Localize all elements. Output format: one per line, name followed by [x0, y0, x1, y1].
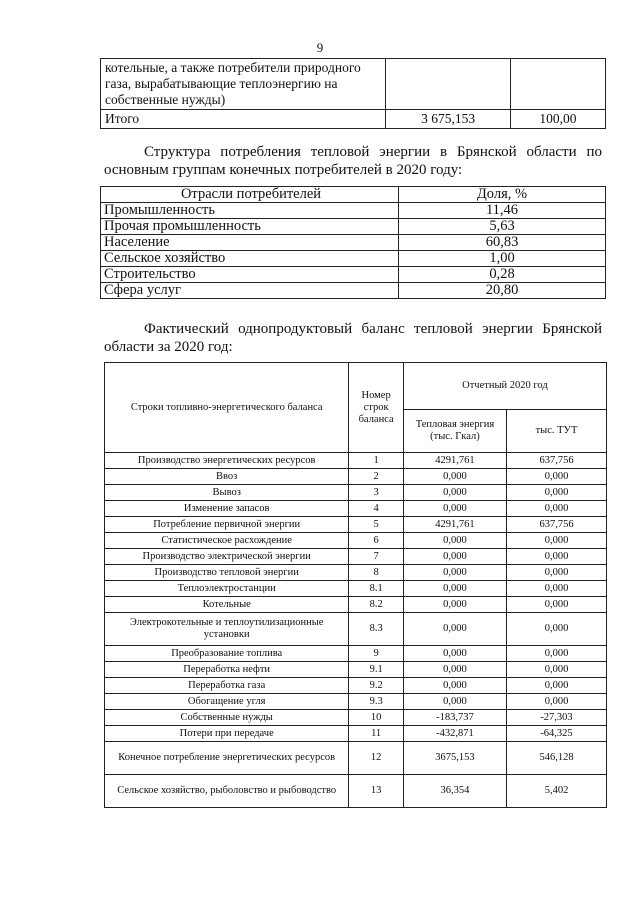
tut-value-cell: 0,000 [507, 694, 607, 710]
row-number-cell: 2 [349, 469, 404, 485]
table-row [105, 565, 607, 581]
paragraph-line: Структура потребления тепловой энергии в Брянской области по [144, 144, 602, 160]
share-cell: 1,00 [399, 251, 606, 267]
tut-value-cell: -64,325 [507, 726, 607, 742]
row-name-cell: Переработка газа [105, 678, 349, 694]
row-number-cell: 9.2 [349, 678, 404, 694]
table-row [105, 775, 607, 808]
share-cell: 11,46 [399, 203, 606, 219]
branch-cell: Сфера услуг [101, 283, 399, 299]
tut-value-cell: 0,000 [507, 613, 607, 646]
table-header-row [101, 187, 606, 203]
branch-cell: Население [101, 235, 399, 251]
table-row [101, 251, 606, 267]
tut-value-cell: 637,756 [507, 453, 607, 469]
table-body [105, 453, 607, 808]
row-number-cell: 8 [349, 565, 404, 581]
header-row-number: Номер строк баланса [349, 363, 404, 453]
table-row [101, 203, 606, 219]
table-row [101, 283, 606, 299]
tut-value-cell: 0,000 [507, 485, 607, 501]
share-cell: 60,83 [399, 235, 606, 251]
tut-value-cell: 0,000 [507, 469, 607, 485]
tut-value-cell: 0,000 [507, 646, 607, 662]
row-number-cell: 9 [349, 646, 404, 662]
row-name-cell: Электрокотельные и теплоутилизационные установки [105, 613, 349, 646]
heat-value-cell: 0,000 [403, 533, 506, 549]
tut-value-cell: 637,756 [507, 517, 607, 533]
row-number-cell: 11 [349, 726, 404, 742]
table-row [105, 469, 607, 485]
table-row [105, 662, 607, 678]
table-row [105, 501, 607, 517]
paragraph-line: области за 2020 год: [104, 339, 233, 355]
row-name-cell: Собственные нужды [105, 710, 349, 726]
header-branch: Отрасли потребителей [101, 187, 399, 203]
heat-value-cell: 0,000 [403, 485, 506, 501]
branch-cell: Промышленность [101, 203, 399, 219]
row-name-cell: Котельные [105, 597, 349, 613]
heat-value-cell: -183,737 [403, 710, 506, 726]
heat-value-cell: 0,000 [403, 662, 506, 678]
share-cell: 5,63 [399, 219, 606, 235]
row-name-cell: Обогащение угля [105, 694, 349, 710]
tut-value-cell: 0,000 [507, 565, 607, 581]
header-share: Доля, % [399, 187, 606, 203]
balance-paragraph [104, 320, 602, 356]
tut-value-cell: 0,000 [507, 501, 607, 517]
header-tut: тыс. ТУТ [507, 410, 607, 453]
heat-value-cell: -432,871 [403, 726, 506, 742]
row-number-cell: 8.3 [349, 613, 404, 646]
heat-value-cell: 3675,153 [403, 742, 506, 775]
heat-value-cell: 0,000 [403, 469, 506, 485]
row-name-cell: Вывоз [105, 485, 349, 501]
table-row [105, 453, 607, 469]
table-cell-value [386, 59, 510, 110]
structure-paragraph [104, 143, 602, 179]
tut-value-cell: 0,000 [507, 581, 607, 597]
table-header-row [105, 363, 607, 410]
branch-cell: Строительство [101, 267, 399, 283]
table-row [105, 533, 607, 549]
table-row [101, 267, 606, 283]
table-row [105, 694, 607, 710]
table-row [105, 549, 607, 565]
table-row [105, 613, 607, 646]
row-name-cell: Производство тепловой энергии [105, 565, 349, 581]
table-row [105, 517, 607, 533]
table-row [101, 59, 606, 110]
header-balance-lines: Строки топливно-энергетического баланса [105, 363, 349, 453]
row-name-cell: Преобразование топлива [105, 646, 349, 662]
heat-value-cell: 0,000 [403, 646, 506, 662]
continuation-table [100, 58, 606, 129]
table-row [105, 742, 607, 775]
row-number-cell: 12 [349, 742, 404, 775]
heat-value-cell: 0,000 [403, 613, 506, 646]
tut-value-cell: 0,000 [507, 662, 607, 678]
heat-value-cell: 4291,761 [403, 517, 506, 533]
table-row [101, 219, 606, 235]
branch-cell: Сельское хозяйство [101, 251, 399, 267]
row-name-cell: Ввоз [105, 469, 349, 485]
tut-value-cell: 546,128 [507, 742, 607, 775]
share-cell: 0,28 [399, 267, 606, 283]
row-name-cell: Переработка нефти [105, 662, 349, 678]
table-row [105, 646, 607, 662]
heat-value-cell: 0,000 [403, 694, 506, 710]
heat-value-cell: 0,000 [403, 597, 506, 613]
row-name-cell: Теплоэлектростанции [105, 581, 349, 597]
tut-value-cell: 0,000 [507, 549, 607, 565]
row-name-cell: Производство электрической энергии [105, 549, 349, 565]
tut-value-cell: -27,303 [507, 710, 607, 726]
share-cell: 20,80 [399, 283, 606, 299]
row-number-cell: 6 [349, 533, 404, 549]
row-number-cell: 4 [349, 501, 404, 517]
row-name-cell: Производство энергетических ресурсов [105, 453, 349, 469]
table-row [105, 678, 607, 694]
total-value: 3 675,153 [386, 110, 510, 129]
table-row [105, 726, 607, 742]
heat-value-cell: 4291,761 [403, 453, 506, 469]
row-name-cell: Изменение запасов [105, 501, 349, 517]
heat-value-cell: 0,000 [403, 565, 506, 581]
table-row [105, 485, 607, 501]
row-number-cell: 8.2 [349, 597, 404, 613]
row-name-cell: Статистическое расхождение [105, 533, 349, 549]
table-cell-label: котельные, а также потребители природного газа, вырабатывающие теплоэнергию на собственные нужды) [101, 59, 386, 110]
consumer-structure-table [100, 186, 606, 299]
table-row [105, 581, 607, 597]
row-number-cell: 9.3 [349, 694, 404, 710]
heat-value-cell: 0,000 [403, 549, 506, 565]
page-number: 9 [316, 40, 324, 55]
row-number-cell: 1 [349, 453, 404, 469]
row-number-cell: 5 [349, 517, 404, 533]
paragraph-line: Фактический однопродуктовый баланс тепловой энергии Брянской [144, 321, 602, 337]
row-number-cell: 8.1 [349, 581, 404, 597]
table-row-total [101, 110, 606, 129]
total-share: 100,00 [510, 110, 605, 129]
tut-value-cell: 0,000 [507, 597, 607, 613]
heat-value-cell: 36,354 [403, 775, 506, 808]
header-heat-energy: Тепловая энергия (тыс. Гкал) [403, 410, 506, 453]
row-name-cell: Конечное потребление энергетических ресурсов [105, 742, 349, 775]
row-name-cell: Потребление первичной энергии [105, 517, 349, 533]
row-number-cell: 13 [349, 775, 404, 808]
row-number-cell: 9.1 [349, 662, 404, 678]
heat-value-cell: 0,000 [403, 678, 506, 694]
total-label: Итого [101, 110, 386, 129]
branch-cell: Прочая промышленность [101, 219, 399, 235]
paragraph-line: основным группам конечных потребителей в 2020 году: [104, 162, 463, 178]
table-row [105, 710, 607, 726]
table-row [105, 597, 607, 613]
row-number-cell: 7 [349, 549, 404, 565]
tut-value-cell: 0,000 [507, 533, 607, 549]
row-number-cell: 3 [349, 485, 404, 501]
heat-value-cell: 0,000 [403, 581, 506, 597]
tut-value-cell: 5,402 [507, 775, 607, 808]
row-name-cell: Потери при передаче [105, 726, 349, 742]
tut-value-cell: 0,000 [507, 678, 607, 694]
row-number-cell: 10 [349, 710, 404, 726]
header-period: Отчетный 2020 год [403, 363, 606, 410]
table-cell-share [510, 59, 605, 110]
heat-balance-table [104, 362, 607, 808]
row-name-cell: Сельское хозяйство, рыболовство и рыбоводство [105, 775, 349, 808]
table-row [101, 235, 606, 251]
heat-value-cell: 0,000 [403, 501, 506, 517]
